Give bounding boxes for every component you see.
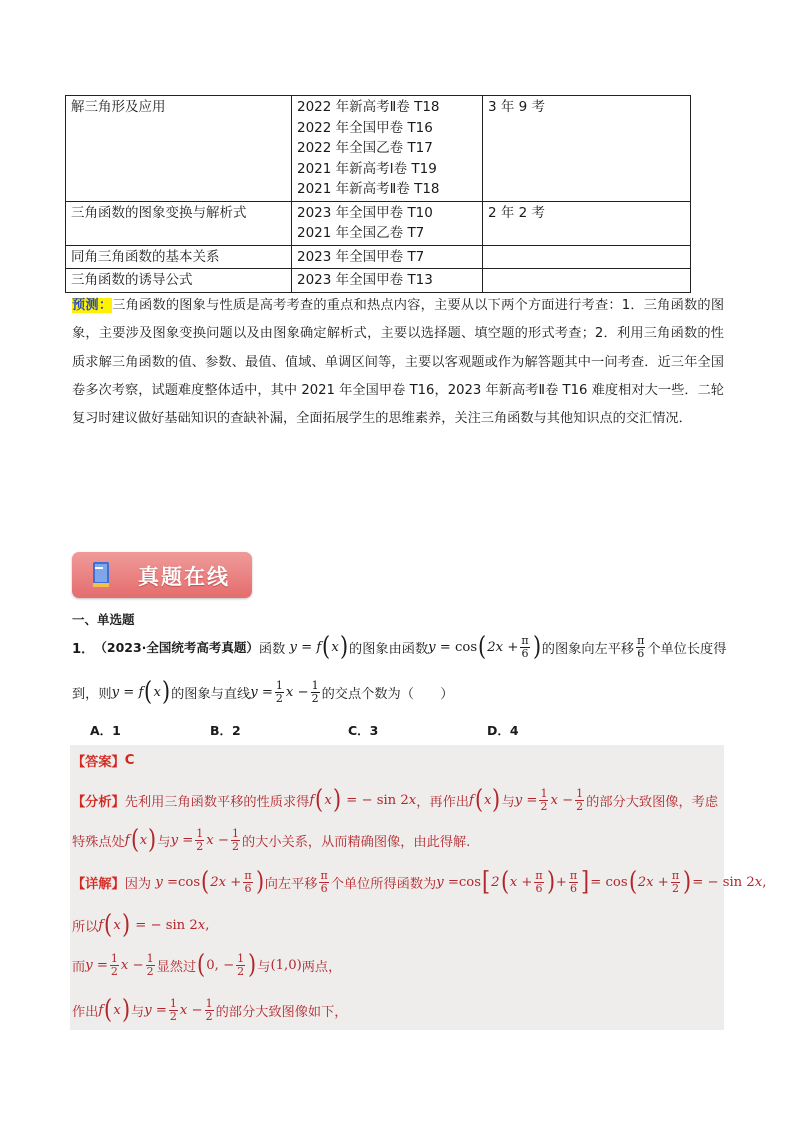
math-expr: f bbox=[468, 792, 474, 808]
question-source: （2023·全国统考高考真题） bbox=[94, 640, 259, 655]
question-line-2 bbox=[72, 679, 453, 705]
detail-text: 显然过 bbox=[156, 959, 197, 975]
math-expr: x bbox=[408, 792, 417, 808]
math-expr: x − bbox=[206, 832, 229, 848]
fraction: $\frac{1}{2}$ bbox=[237, 951, 245, 978]
math-expr: cos bbox=[458, 874, 482, 890]
source-item: 2022 年全国乙卷 T17 bbox=[297, 140, 433, 156]
question-text: 到，则 bbox=[72, 686, 112, 702]
detail-text: 的部分大致图像如下， bbox=[215, 1004, 348, 1020]
math-paren: ) bbox=[332, 785, 341, 815]
math-expr: x − bbox=[179, 1002, 203, 1018]
math-paren: ( bbox=[322, 632, 331, 662]
analysis-line-1 bbox=[72, 787, 718, 813]
detail-text: 而 bbox=[72, 959, 86, 975]
table-row bbox=[66, 245, 691, 269]
math-expr: = − sin 2 bbox=[342, 792, 409, 808]
source-item: 2021 年新高考Ⅰ卷 T19 bbox=[297, 160, 437, 177]
analysis-text: 的部分大致图像，考虑 bbox=[586, 794, 719, 810]
prediction-label: 预测： bbox=[72, 298, 113, 313]
table-row bbox=[66, 269, 691, 293]
analysis-text: 先利用三角函数平移的性质求得 bbox=[124, 794, 310, 810]
math-paren: ( bbox=[104, 995, 113, 1025]
math-expr: 2 bbox=[491, 874, 500, 890]
math-paren: ) bbox=[492, 785, 501, 815]
detail-line-3 bbox=[72, 952, 341, 978]
math-paren: ) bbox=[248, 950, 257, 980]
fraction: $\frac{1}{2}$ bbox=[311, 678, 319, 705]
math-paren: ) bbox=[683, 867, 692, 897]
fraction: $\frac{\pi}{6}$ bbox=[521, 633, 529, 660]
math-paren: ) bbox=[255, 867, 264, 897]
math-paren: ( bbox=[474, 785, 483, 815]
math-paren: ) bbox=[532, 632, 541, 662]
fraction: $\frac{1}{2}$ bbox=[146, 951, 154, 978]
math-expr: y = bbox=[436, 874, 459, 890]
section-banner bbox=[72, 552, 252, 598]
detail-line-1 bbox=[72, 869, 766, 895]
math-expr: , bbox=[762, 874, 767, 890]
fraction: $\frac{\pi}{6}$ bbox=[637, 633, 645, 660]
fraction: $\frac{\pi}{2}$ bbox=[671, 868, 680, 895]
math-expr: x bbox=[324, 792, 332, 808]
math-expr: y = bbox=[250, 684, 273, 700]
analysis-text: 与 bbox=[157, 834, 171, 850]
math-expr: y = bbox=[170, 832, 194, 848]
detail-text: 向左平移 bbox=[264, 876, 318, 892]
math-paren: ] bbox=[581, 867, 590, 897]
question-line-1 bbox=[72, 634, 726, 660]
analysis-text: 特殊点处 bbox=[72, 834, 125, 850]
fraction: $\frac{1}{2}$ bbox=[205, 996, 213, 1023]
fraction: $\frac{1}{2}$ bbox=[110, 951, 118, 978]
math-paren: ( bbox=[500, 867, 509, 897]
math-paren: ( bbox=[478, 632, 487, 662]
answer-value: C bbox=[124, 753, 135, 768]
analysis-tag: 【分析】 bbox=[72, 794, 125, 810]
detail-text: 两点， bbox=[301, 959, 342, 975]
math-paren: ( bbox=[104, 910, 113, 940]
prediction-paragraph bbox=[72, 292, 724, 433]
math-expr: y = f bbox=[111, 684, 144, 700]
math-expr: 2x + bbox=[487, 639, 519, 655]
math-paren: ( bbox=[144, 677, 153, 707]
book-icon bbox=[91, 561, 113, 589]
math-expr: x bbox=[139, 832, 148, 848]
detail-text: 与 bbox=[131, 1004, 145, 1020]
math-expr: x + bbox=[509, 874, 533, 890]
math-expr: x − bbox=[285, 684, 309, 700]
math-expr: + bbox=[555, 874, 567, 890]
option-c[interactable]: C．3 bbox=[348, 723, 379, 738]
question-number: 1． bbox=[72, 641, 95, 657]
math-expr: f bbox=[98, 1002, 104, 1018]
math-expr: 2x + bbox=[637, 874, 669, 890]
math-expr: = − sin 2 bbox=[692, 874, 755, 890]
source-item: 2022 年全国甲卷 T16 bbox=[297, 119, 433, 136]
math-expr: x bbox=[754, 874, 763, 890]
analysis-text: ，再作出 bbox=[416, 794, 469, 810]
question-text: 个单位长度得 bbox=[647, 641, 727, 657]
math-expr: f bbox=[98, 917, 104, 933]
option-d[interactable]: D．4 bbox=[487, 723, 519, 738]
math-paren: ( bbox=[130, 825, 139, 855]
math-expr: f bbox=[309, 792, 315, 808]
math-expr: x bbox=[153, 684, 161, 700]
math-expr: 0, − bbox=[206, 957, 235, 973]
math-expr: (1,0) bbox=[270, 957, 302, 973]
math-expr: = cos bbox=[590, 874, 628, 890]
answer-tag: 【答案】 bbox=[72, 755, 125, 770]
math-paren: [ bbox=[482, 867, 491, 897]
math-expr: x bbox=[113, 1002, 121, 1018]
math-expr: x − bbox=[120, 957, 144, 973]
math-expr: , bbox=[205, 917, 210, 933]
fraction: $\frac{\pi}{6}$ bbox=[535, 868, 543, 895]
option-a[interactable]: A．1 bbox=[90, 723, 121, 738]
source-cell bbox=[292, 201, 483, 245]
section-title: 真题在线 bbox=[138, 565, 230, 589]
option-b[interactable]: B．2 bbox=[210, 723, 241, 738]
section-subheading: 一、单选题 bbox=[72, 612, 135, 627]
fraction: $\frac{1}{2}$ bbox=[231, 826, 239, 853]
math-paren: ( bbox=[315, 785, 324, 815]
source-item: 2023 年全国甲卷 T10 bbox=[297, 204, 433, 221]
math-expr: x bbox=[113, 917, 121, 933]
math-paren: ) bbox=[161, 677, 171, 707]
fraction: $\frac{1}{2}$ bbox=[196, 826, 204, 853]
table-row bbox=[66, 201, 691, 245]
math-expr: x bbox=[484, 792, 492, 808]
source-item: 2023 年全国甲卷 T7 bbox=[297, 248, 425, 265]
math-paren: ( bbox=[197, 950, 206, 980]
math-paren: ( bbox=[628, 867, 637, 897]
math-expr: x bbox=[331, 639, 339, 655]
source-cell bbox=[292, 96, 483, 202]
analysis-line-2 bbox=[72, 827, 470, 853]
fraction: $\frac{\pi}{6}$ bbox=[320, 868, 328, 895]
math-expr: x bbox=[197, 917, 206, 933]
question-text: 的交点个数为（ ） bbox=[321, 686, 454, 702]
math-paren: ( bbox=[201, 867, 210, 897]
topic-cell: 同角三角函数的基本关系 bbox=[66, 245, 292, 269]
table-row bbox=[66, 96, 691, 202]
math-expr: y = bbox=[85, 957, 108, 973]
exam-stats-table bbox=[65, 95, 691, 293]
math-expr: y = bbox=[514, 792, 538, 808]
math-expr: 2x + bbox=[210, 874, 242, 890]
source-item: 2021 年新高考Ⅱ卷 T18 bbox=[297, 181, 440, 197]
topic-cell: 解三角形及应用 bbox=[66, 96, 292, 202]
detail-text: 作出 bbox=[72, 1004, 99, 1020]
math-expr: cos bbox=[178, 874, 201, 890]
math-paren: ) bbox=[546, 867, 555, 897]
detail-line-4 bbox=[72, 997, 347, 1023]
detail-text: 与 bbox=[257, 959, 271, 975]
topic-cell: 三角函数的图象变换与解析式 bbox=[66, 201, 292, 245]
math-expr: cos bbox=[450, 639, 478, 655]
count-cell bbox=[483, 245, 691, 269]
prediction-text: 三角函数的图象与性质是高考考查的重点和热点内容，主要从以下两个方面进行考查：1．三角函数的图象，主要涉及图象变换问题以及由图象确定解析式，主要以选择题、填空题的形式考查；2．利用三角函数的性质求解三角函数的值、参数、最值、值域、单调区间等，主要以客观题或作为解答题其中一问考查．近三年全国卷多次考察，试题难度整体适中，其中 2021 年全国甲卷 T16，2023 年新高考Ⅱ卷 T16 难度相对大一些．二轮复习时建议做好基础知识的查缺补漏，全面拓展学生的思维素养，关注三角函数与其他知识点的交汇情况． bbox=[72, 298, 725, 427]
fraction: $\frac{1}{2}$ bbox=[275, 678, 283, 705]
analysis-text: 与 bbox=[501, 794, 515, 810]
math-expr: x − bbox=[550, 792, 574, 808]
analysis-text: 的大小关系，从而精确图像，由此得解. bbox=[241, 834, 471, 850]
count-cell: 2 年 2 考 bbox=[483, 201, 691, 245]
math-expr: y = bbox=[144, 1002, 167, 1018]
detail-text: 所以 bbox=[72, 919, 99, 935]
source-cell bbox=[292, 245, 483, 269]
question-text: 的图象由函数 bbox=[349, 641, 429, 657]
fraction: $\frac{\pi}{6}$ bbox=[244, 868, 252, 895]
question-text: 的图象向左平移 bbox=[541, 641, 635, 657]
detail-tag: 【详解】 bbox=[72, 876, 125, 892]
math-paren: ) bbox=[148, 825, 157, 855]
source-cell bbox=[292, 269, 483, 293]
answer-line bbox=[72, 751, 134, 770]
topic-cell: 三角函数的诱导公式 bbox=[66, 269, 292, 293]
math-expr: y = bbox=[151, 874, 179, 890]
math-expr: = − sin 2 bbox=[131, 917, 198, 933]
math-expr: f bbox=[124, 832, 130, 848]
fraction: $\frac{1}{2}$ bbox=[576, 786, 584, 813]
detail-text: 个单位所得函数为 bbox=[330, 876, 437, 892]
math-paren: ) bbox=[121, 910, 130, 940]
source-item: 2021 年全国乙卷 T7 bbox=[297, 225, 425, 241]
source-item: 2022 年新高考Ⅱ卷 T18 bbox=[297, 99, 440, 115]
count-cell bbox=[483, 269, 691, 293]
fraction: $\frac{1}{2}$ bbox=[169, 996, 177, 1023]
source-item: 2023 年全国甲卷 T13 bbox=[297, 272, 433, 288]
math-expr: y = f bbox=[285, 639, 322, 655]
count-cell: 3 年 9 考 bbox=[483, 96, 691, 202]
fraction: $\frac{\pi}{6}$ bbox=[569, 868, 578, 895]
fraction: $\frac{1}{2}$ bbox=[540, 786, 548, 813]
math-paren: ) bbox=[121, 995, 130, 1025]
math-paren: ) bbox=[339, 632, 348, 662]
question-text: 函数 bbox=[258, 641, 286, 657]
detail-text: 因为 bbox=[124, 876, 152, 892]
question-text: 的图象与直线 bbox=[171, 686, 251, 702]
math-expr: y = bbox=[428, 639, 451, 655]
detail-line-2 bbox=[72, 912, 209, 938]
